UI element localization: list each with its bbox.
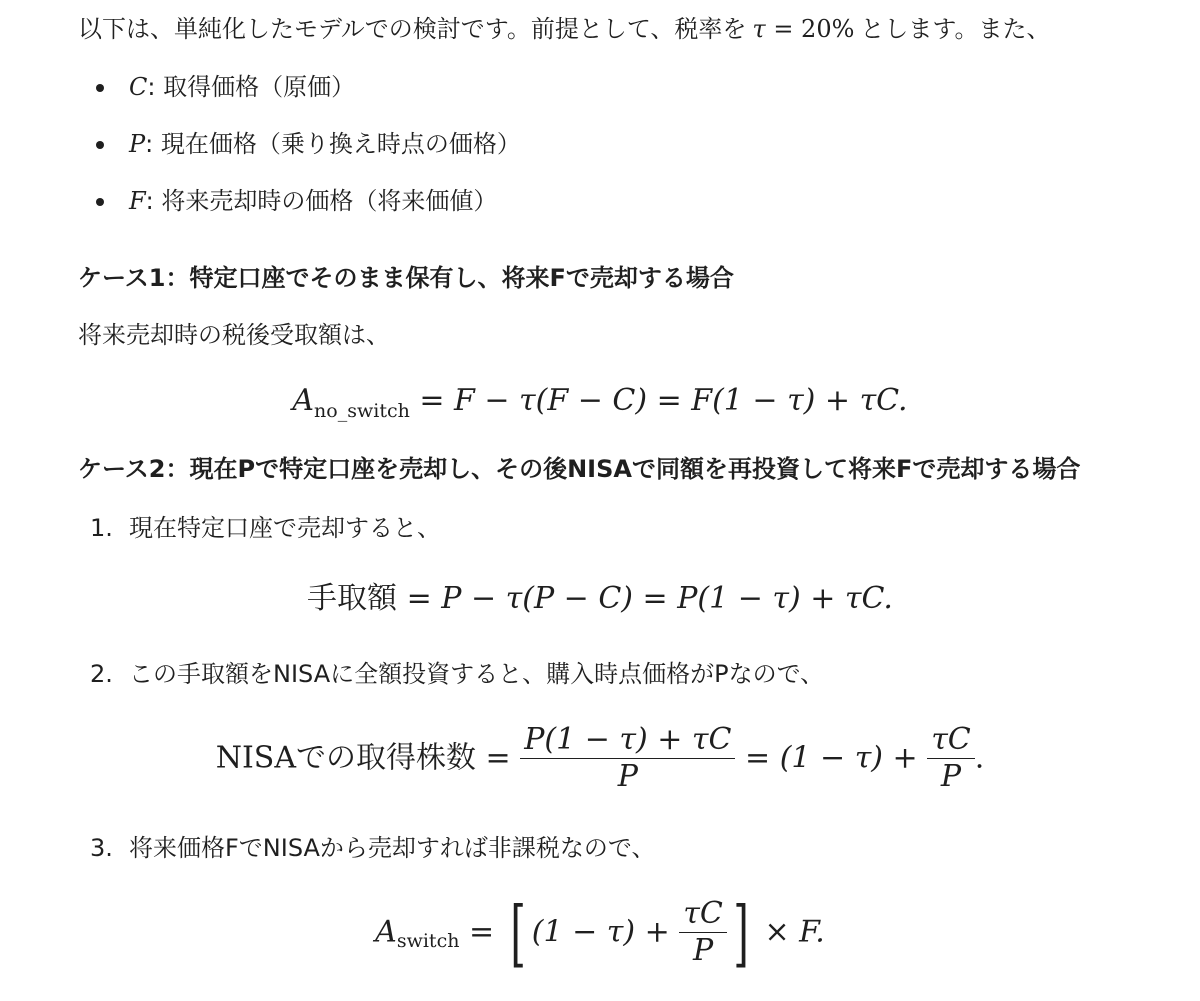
eq2-numerator: P(1 − τ) + τC — [520, 722, 735, 759]
symbol-c: C — [129, 73, 148, 101]
tau-symbol: τ — [752, 15, 766, 43]
eq2-eq: = — [476, 740, 521, 776]
symbol-f: F — [129, 187, 146, 215]
definition-c-desc: : 取得価格（原価） — [147, 73, 356, 101]
intro-text-after: とします。また、 — [860, 15, 1051, 43]
step-3-text: 将来価格FでNISAから売却すれば非課税なので、 — [129, 834, 656, 862]
eq2-denominator: P — [617, 759, 638, 794]
eq3-sub: switch — [396, 929, 460, 952]
eq2-lhs: NISAでの取得株数 — [215, 740, 477, 776]
case1-eq-var: A — [292, 383, 315, 418]
eq2-middle: = (1 − τ) + — [735, 740, 928, 776]
eq3-end: × F. — [754, 914, 825, 950]
eq3-close-bracket: ] — [733, 890, 749, 975]
step-1-text: 現在特定口座で売却すると、 — [129, 514, 441, 542]
definition-p-desc: : 現在価格（乗り換え時点の価格） — [145, 130, 521, 158]
eq1-rhs: = P − τ(P − C) = P(1 − τ) + τC. — [397, 581, 893, 616]
case1-eq-rhs: = F − τ(F − C) = F(1 − τ) + τC. — [409, 383, 908, 418]
step-3-number: 3. — [90, 834, 113, 862]
case2-equation-2 — [0, 722, 1200, 795]
case2-step-3 — [90, 831, 655, 865]
case1-eq-sub: no_switch — [314, 400, 410, 422]
case2-step-2 — [90, 657, 824, 691]
eq3-numerator: τC — [679, 896, 727, 933]
tau-value: = 20% — [765, 15, 855, 43]
eq2-fraction-1 — [520, 722, 735, 795]
eq3-fraction — [679, 896, 727, 969]
intro-paragraph — [78, 12, 1051, 46]
case1-heading: ケース1：特定口座でそのまま保有し、将来Fで売却する場合 — [78, 264, 734, 292]
eq3-eq: = — [459, 914, 504, 950]
symbol-p: P — [129, 130, 146, 158]
eq2-numerator-2: τC — [927, 722, 975, 759]
case2-step-1 — [90, 511, 441, 545]
eq2-end: . — [974, 740, 985, 776]
eq3-var: A — [375, 914, 397, 950]
case1-text: 将来売却時の税後受取額は、 — [78, 321, 390, 349]
intro-text-before: 以下は、単純化したモデルでの検討です。前提として、税率を — [78, 15, 747, 43]
step-2-text: この手取額をNISAに全額投資すると、購入時点価格がPなので、 — [129, 660, 825, 688]
case2-equation-1 — [0, 579, 1200, 619]
definition-f-desc: : 将来売却時の価格（将来価値） — [145, 187, 498, 215]
case2-equation-3 — [0, 890, 1200, 975]
eq2-denominator-2: P — [940, 759, 962, 794]
eq1-lhs: 手取額 — [307, 581, 398, 616]
case2-heading: ケース2：現在Pで特定口座を売却し、その後NISAで同額を再投資して将来Fで売却する場合 — [78, 455, 1081, 483]
eq2-fraction-2 — [927, 722, 975, 795]
eq3-open-bracket: [ — [509, 890, 526, 975]
step-2-number: 2. — [90, 660, 113, 688]
eq3-denominator: P — [692, 933, 714, 968]
step-1-number: 1. — [90, 514, 113, 542]
eq3-inner: (1 − τ) + — [531, 914, 680, 950]
case1-equation — [0, 381, 1200, 431]
